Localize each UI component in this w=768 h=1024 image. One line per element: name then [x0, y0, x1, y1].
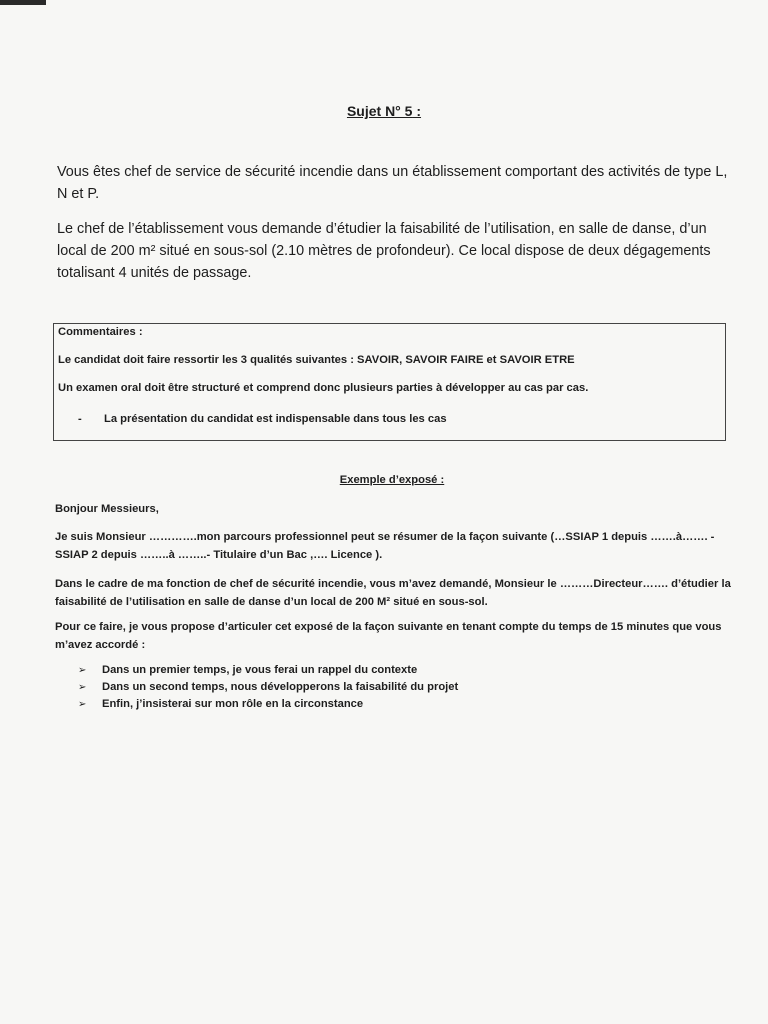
comments-box: [53, 323, 726, 441]
comments-line-2: Un examen oral doit être structuré et comprend donc plusieurs parties à développer au cas par cas.: [58, 382, 589, 394]
example-paragraph-2: Dans le cadre de ma fonction de chef de sécurité incendie, vous m’avez demandé, Monsieur le ………Directeur……. d’étudier la faisabilité de l’utilisation en salle de danse d’un local de 200 M² situé en sous-sol.: [55, 578, 731, 608]
title-suffix: :: [412, 103, 422, 119]
page-title: [0, 103, 768, 119]
intro-paragraph-2: Le chef de l’établissement vous demande d’étudier la faisabilité de l’utilisation, en salle de danse, d’un local de 200 m² situé en sous-sol (2.10 mètres de profondeur). Ce local dispose de deux dégagements totalisant 4 unités de passage.: [57, 221, 711, 281]
example-heading: Exemple d’exposé :: [339, 474, 445, 486]
comments-line-1: Le candidat doit faire ressortir les 3 qualités suivantes : SAVOIR, SAVOIR FAIRE et SAVOIR ETRE: [58, 354, 575, 366]
plan-item: [78, 662, 458, 679]
arrow-bullet-icon: ➢: [78, 665, 87, 676]
intro-paragraph-1: Vous êtes chef de service de sécurité incendie dans un établissement comportant des activités de type L, N et P.: [57, 164, 728, 202]
plan-item-text: Dans un second temps, nous développerons la faisabilité du projet: [102, 681, 459, 693]
arrow-bullet-icon: ➢: [78, 699, 87, 710]
plan-item-text: Enfin, j’insisterai sur mon rôle en la circonstance: [102, 698, 364, 710]
comments-bullet-text: La présentation du candidat est indispensable dans tous les cas: [104, 413, 447, 425]
example-paragraph-3: Pour ce faire, je vous propose d’articuler cet exposé de la façon suivante en tenant compte du temps de 15 minutes que vous m’avez accordé :: [55, 621, 722, 651]
title-text: Sujet N° 5: [346, 103, 413, 119]
plan-item-text: Dans un premier temps, je vous ferai un rappel du contexte: [102, 664, 418, 676]
plan-item: [78, 679, 458, 696]
example-paragraph-1: Je suis Monsieur ………….mon parcours professionnel peut se résumer de la façon suivante (…SSIAP 1 depuis …….à……. - SSIAP 2 depuis ……..à ……..- Titulaire d’un Bac ,…. Licence ).: [55, 531, 715, 561]
comments-bullet-marker: -: [78, 413, 82, 425]
scan-edge-mark: [0, 0, 46, 5]
greeting: Bonjour Messieurs,: [55, 503, 159, 515]
arrow-bullet-icon: ➢: [78, 682, 87, 693]
plan-list: [78, 662, 458, 713]
comments-title: Commentaires :: [58, 326, 143, 338]
plan-item: [78, 696, 458, 713]
